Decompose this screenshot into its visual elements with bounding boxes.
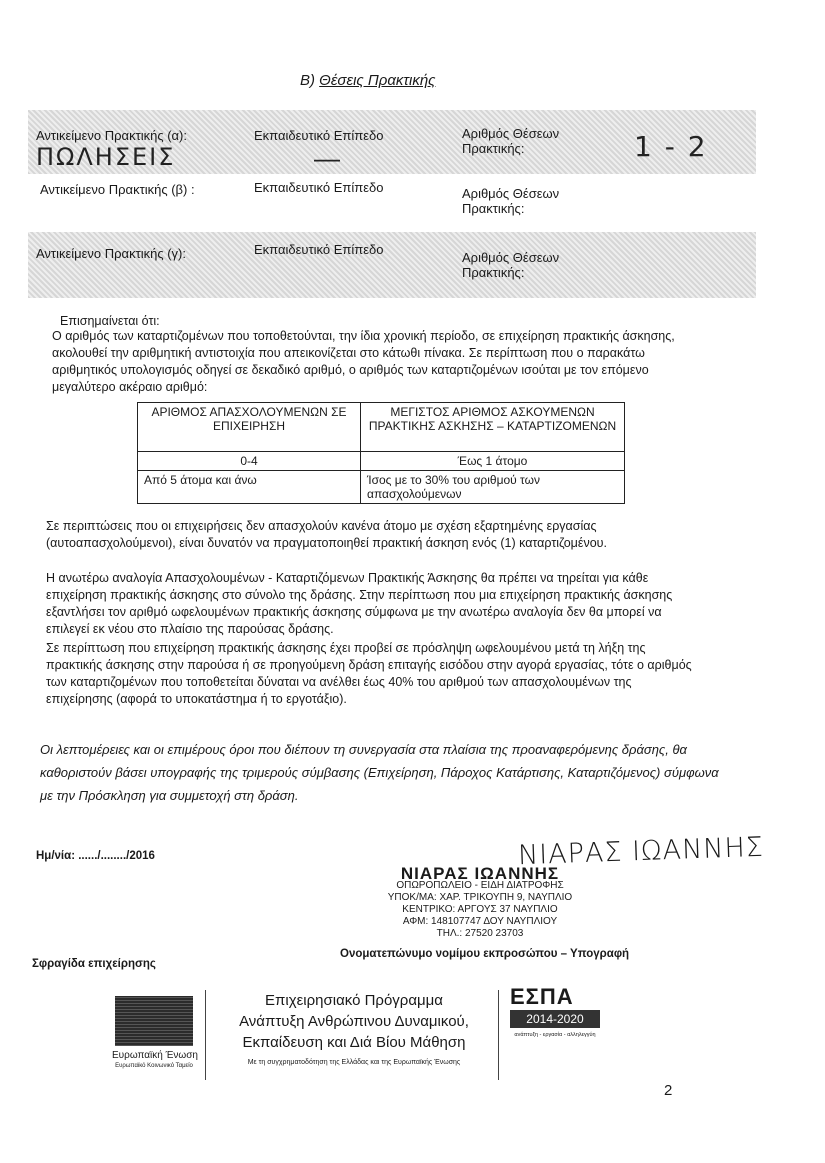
count-value-a: 1 - 2 [634, 130, 708, 163]
count-cell-a [454, 110, 604, 174]
stamp-line: ΥΠΟΚ/ΜΑ: ΧΑΡ. ΤΡΙΚΟΥΠΗ 9, ΝΑΥΠΛΙΟ [387, 892, 573, 903]
section-title-prefix: B) [300, 72, 320, 89]
count-cell-b [454, 176, 604, 224]
table-cell: Από 5 άτομα και άνω [138, 471, 361, 504]
notice-body: Ο αριθμός των καταρτιζομένων που τοποθετούνται, την ίδια χρονική περίοδο, σε επιχείρηση πρακτικής άσκησης, ακολουθεί την αριθμητική αντιστοιχία που απεικονίζεται στο κάτωθι πίνακα. Σε περίπτωση που ο παρακάτω αριθμητικός υπολογισμός οδηγεί σε δεκαδικό αριθμό, ο αριθμός των καταρτιζομένων ισούται με τον επόμενο μεγαλύτερο ακέραιο αριθμό: [52, 329, 675, 394]
paragraph-hiring-bonus: Σε περίπτωση που επιχείρηση πρακτικής άσκησης έχει προβεί σε πρόσληψη ωφελουμένου μετά τη λήξη της πρακτικής άσκησης στην παρούσα ή σε προηγούμενη δράση επιταγής εισόδου στην αγορά εργασίας, τότε ο αριθμός των καταρτιζομένων που τοποθετείται δύναται να ανέλθει έως 40% του αριθμού των απασχολουμένων της επιχείρησης (αφορά το υποκατάστημα ή το εργοτάξιο). [46, 641, 692, 706]
eu-flag-logo [115, 996, 193, 1046]
subject-label-b: Αντικείμενο Πρακτικής (β) : [40, 182, 195, 197]
espa-logo: ΕΣΠΑ [510, 984, 574, 1009]
footer-divider [205, 990, 206, 1080]
subject-label-c: Αντικείμενο Πρακτικής (γ): [36, 246, 186, 261]
level-label-c: Εκπαιδευτικό Επίπεδο [254, 242, 384, 257]
stamp-name: ΝΙΑΡΑΣ ΙΩΑΝΝΗΣ [400, 864, 560, 883]
handwritten-signature: ΝΙΑΡΑΣ ΙΩΑΝΝΗΣ [517, 831, 765, 872]
cofund-label: Με τη συγχρηματοδότηση της Ελλάδας και της Ευρωπαϊκής Ένωσης [247, 1059, 461, 1066]
paragraph-self-employed: Σε περιπτώσεις που οι επιχειρήσεις δεν απασχολούν κανένα άτομο με σχέση εξαρτημένης εργασίας (αυτοαπασχολούμενοι), είναι δυνατόν να πραγματοποιηθεί πρακτική άσκηση ενός (1) καταρτιζομένου. [46, 519, 607, 550]
count-label-c: Αριθμός Θέσεων Πρακτικής: [462, 250, 560, 280]
level-cell-a [246, 110, 454, 174]
representative-label: Ονοματεπώνυμο νομίμου εκπροσώπου – Υπογραφή [340, 948, 630, 960]
subject-cell-a [28, 110, 246, 174]
stamp-line: ΤΗΛ.: 27520 23703 [436, 928, 524, 939]
table-row [138, 471, 625, 504]
level-label-a: Εκπαιδευτικό Επίπεδο [254, 128, 384, 143]
table-header-row [138, 403, 625, 452]
level-value-a: — [314, 143, 340, 173]
ratio-table [137, 402, 625, 504]
table-cell: Έως 1 άτομο [361, 452, 625, 471]
espa-years: 2014-2020 [510, 1010, 600, 1028]
count-label-b: Αριθμός Θέσεων Πρακτικής: [462, 186, 560, 216]
table-cell: 0-4 [138, 452, 361, 471]
paragraph-ratio-rule: Η ανωτέρω αναλογία Απασχολουμένων - Καταρτιζόμενων Πρακτικής Άσκησης θα πρέπει να τηρείται για κάθε επιχείρηση πρακτικής άσκησης στο σύνολο της δράσης. Στην περίπτωση που μια επιχείρηση πρακτικής άσκησης εξαντλήσει τον αριθμό ωφελουμένων πρακτικής άσκησης σύμφωνα με την ανωτέρω αναλογία δεν θα μπορεί να επιλεγεί εκ νέου στο πλαίσιο της παρούσας δράσης. [46, 571, 673, 636]
level-label-b: Εκπαιδευτικό Επίπεδο [254, 180, 384, 195]
program-line: Εκπαίδευση και Διά Βίου Μάθηση [242, 1034, 466, 1051]
table-header-max-trainees: ΜΕΓΙΣΤΟΣ ΑΡΙΘΜΟΣ ΑΣΚΟΥΜΕΝΩΝ ΠΡΑΚΤΙΚΗΣ ΑΣΚΗΣΗΣ – ΚΑΤΑΡΤΙΖΟΜΕΝΩΝ [361, 403, 625, 452]
count-value-cell-a [604, 110, 756, 174]
program-line: Ανάπτυξη Ανθρώπινου Δυναμικού, [239, 1013, 469, 1030]
table-row [138, 452, 625, 471]
level-cell-c [246, 232, 454, 298]
program-line: Επιχειρησιακό Πρόγραμμα [265, 992, 443, 1009]
subject-value-a: ΠΩΛΗΣΕΙΣ [36, 143, 176, 171]
company-stamp [380, 864, 580, 940]
position-row-b [28, 176, 756, 224]
section-title [300, 72, 435, 89]
table-header-employees: ΑΡΙΘΜΟΣ ΑΠΑΣΧΟΛΟΥΜΕΝΩΝ ΣΕ ΕΠΙΧΕΙΡΗΣΗ [138, 403, 361, 452]
seal-label: Σφραγίδα επιχείρησης [32, 958, 156, 970]
count-label-a: Αριθμός Θέσεων Πρακτικής: [462, 126, 560, 156]
count-value-cell-c [604, 232, 756, 298]
page-number: 2 [664, 1082, 673, 1099]
program-title [215, 990, 493, 1053]
subject-cell-c [28, 232, 246, 298]
eu-label: Ευρωπαϊκή Ένωση [112, 1050, 198, 1061]
position-row-c [28, 232, 756, 298]
date-line: Ημ/νία: ....../......../2016 [36, 850, 155, 862]
espa-sub: ανάπτυξη - εργασία - αλληλεγγύη [514, 1032, 596, 1038]
paragraph-terms: Οι λεπτομέρειες και οι επιμέρους όροι που διέπουν τη συνεργασία στα πλαίσια της προαναφερόμενης δράσης, θα καθοριστούν βάσει υπογραφής της τριμερούς σύμβασης (Επιχείρηση, Πάροχος Κατάρτισης, Καταρτιζόμενος) σύμφωνα με την Πρόσκληση για συμμετοχή στη δράση. [40, 742, 719, 803]
level-cell-b [246, 176, 454, 224]
subject-cell-b [28, 176, 246, 224]
section-title-text: Θέσεις Πρακτικής [319, 72, 436, 89]
stamp-line: ΑΦΜ: 148107747 ΔΟΥ ΝΑΥΠΛΙΟΥ [402, 916, 558, 927]
notice-heading: Επισημαίνεται ότι: [60, 314, 160, 328]
table-cell: Ίσος με το 30% του αριθμού των απασχολούμενων [361, 471, 625, 504]
eu-sub-label: Ευρωπαϊκό Κοινωνικό Ταμείο [115, 1063, 193, 1069]
count-cell-c [454, 232, 604, 298]
subject-label-a: Αντικείμενο Πρακτικής (α): [36, 128, 187, 143]
footer-divider [498, 990, 499, 1080]
stamp-line: ΚΕΝΤΡΙΚΟ: ΑΡΓΟΥΣ 37 ΝΑΥΠΛΙΟ [402, 904, 558, 915]
position-row-a [28, 110, 756, 174]
count-value-cell-b [604, 176, 756, 224]
stamp-line: ΟΠΩΡΟΠΩΛΕΙΟ - ΕΙΔΗ ΔΙΑΤΡΟΦΗΣ [396, 880, 564, 891]
